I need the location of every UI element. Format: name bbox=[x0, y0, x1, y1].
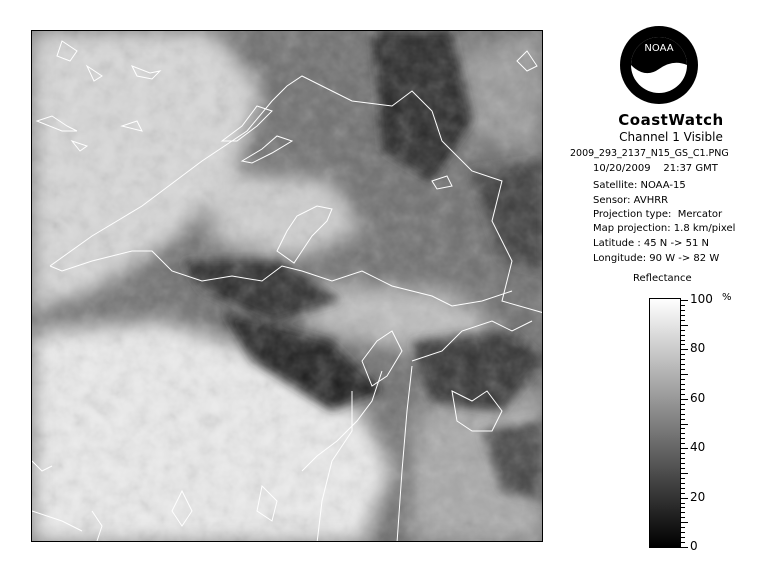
map-projection-label: Map projection: 1.8 km/pixel bbox=[593, 223, 736, 234]
scale-tick bbox=[681, 478, 685, 479]
scale-tick bbox=[681, 325, 688, 326]
scale-tick bbox=[681, 305, 685, 306]
datetime-label: 10/20/2009 21:37 GMT bbox=[593, 163, 718, 174]
product-title: CoastWatch bbox=[618, 111, 724, 129]
satellite-image-map bbox=[31, 30, 543, 542]
scale-tick bbox=[681, 379, 685, 380]
scale-label: 100 bbox=[690, 292, 713, 306]
scale-tick bbox=[681, 517, 685, 518]
scale-tick bbox=[681, 310, 685, 311]
scale-tick bbox=[681, 349, 688, 350]
scale-tick bbox=[681, 493, 685, 494]
scale-tick bbox=[681, 389, 685, 390]
scale-tick bbox=[681, 335, 685, 336]
scale-tick bbox=[681, 369, 685, 370]
scale-tick bbox=[681, 414, 685, 415]
scale-tick bbox=[681, 433, 685, 434]
scale-tick bbox=[681, 463, 685, 464]
satellite-label: Satellite: NOAA-15 bbox=[593, 180, 686, 191]
scale-tick bbox=[681, 354, 685, 355]
scale-label: 20 bbox=[690, 489, 706, 504]
scale-tick bbox=[681, 438, 685, 439]
filename-label: 2009_293_2137_N15_GS_C1.PNG bbox=[570, 148, 729, 159]
scale-tick bbox=[681, 364, 685, 365]
scale-tick bbox=[681, 507, 685, 508]
scale-tick bbox=[681, 448, 688, 449]
scale-tick bbox=[681, 300, 688, 301]
scale-tick bbox=[681, 542, 685, 543]
scale-tick bbox=[681, 488, 685, 489]
logo-text: NOAA bbox=[644, 43, 674, 54]
scale-tick bbox=[681, 359, 685, 360]
reflectance-color-scale bbox=[649, 298, 681, 548]
latitude-label: Latitude : 45 N -> 51 N bbox=[593, 238, 709, 249]
scale-tick bbox=[681, 527, 685, 528]
scale-tick bbox=[681, 458, 685, 459]
scale-label: 60 bbox=[690, 390, 706, 405]
scale-tick bbox=[681, 399, 688, 400]
scale-label: 40 bbox=[690, 440, 706, 455]
scale-tick bbox=[681, 340, 685, 341]
scale-tick bbox=[681, 512, 685, 513]
scale-tick bbox=[681, 424, 688, 425]
scale-tick bbox=[681, 473, 688, 474]
scale-title: Reflectance bbox=[633, 273, 692, 284]
scale-tick bbox=[681, 409, 685, 410]
scale-tick bbox=[681, 453, 685, 454]
scale-tick bbox=[681, 428, 685, 429]
scale-tick bbox=[681, 498, 688, 499]
scale-label: 0 bbox=[690, 539, 698, 553]
scale-tick bbox=[681, 419, 685, 420]
scale-tick bbox=[681, 374, 688, 375]
noaa-logo bbox=[619, 25, 699, 105]
scale-label: 80 bbox=[690, 341, 706, 356]
projection-type-label: Projection type: Mercator bbox=[593, 209, 723, 220]
scale-unit: % bbox=[722, 292, 732, 303]
scale-tick bbox=[681, 532, 685, 533]
satellite-image bbox=[32, 31, 543, 542]
scale-tick bbox=[681, 344, 685, 345]
sensor-label: Sensor: AVHRR bbox=[593, 195, 669, 206]
scale-tick bbox=[681, 503, 685, 504]
scale-tick bbox=[681, 443, 685, 444]
channel-label: Channel 1 Visible bbox=[619, 130, 723, 144]
scale-tick bbox=[681, 537, 685, 538]
scale-tick bbox=[681, 315, 685, 316]
scale-tick bbox=[681, 547, 688, 548]
scale-tick bbox=[681, 384, 685, 385]
scale-tick bbox=[681, 320, 685, 321]
scale-tick bbox=[681, 522, 688, 523]
scale-tick bbox=[681, 404, 685, 405]
longitude-label: Longitude: 90 W -> 82 W bbox=[593, 253, 720, 264]
scale-tick bbox=[681, 483, 685, 484]
scale-tick bbox=[681, 468, 685, 469]
scale-tick bbox=[681, 394, 685, 395]
scale-tick bbox=[681, 330, 685, 331]
